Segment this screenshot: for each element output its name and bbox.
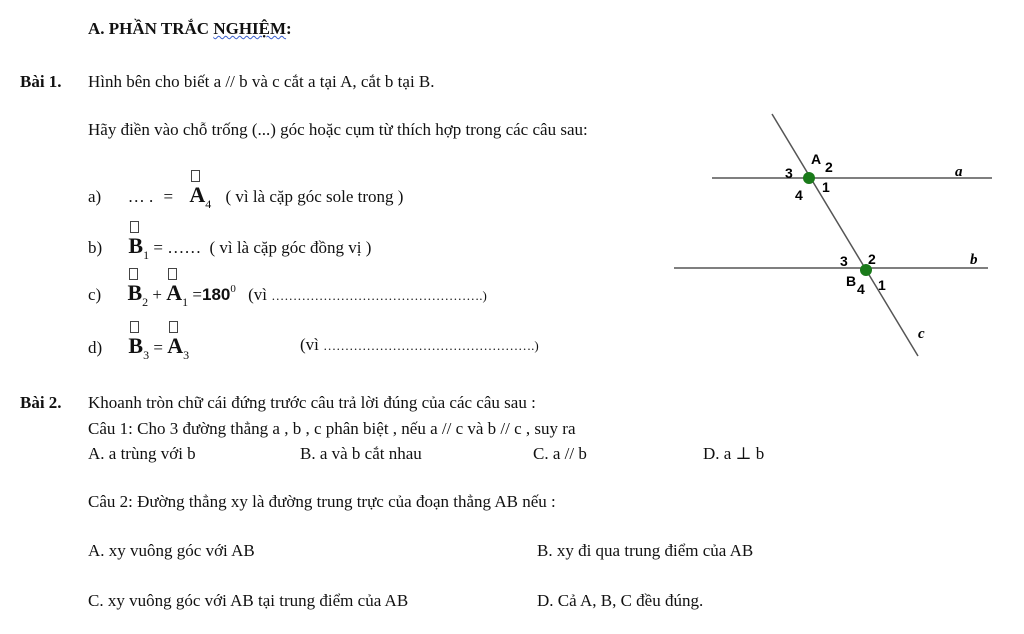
item-c-angle-b: $B_2$ bbox=[127, 280, 148, 305]
item-d-angle-b: $B_3$ bbox=[128, 333, 149, 358]
section-title-prefix: A. PHẦN TRẮC bbox=[88, 19, 214, 38]
bai2-text: Khoanh tròn chữ cái đứng trước câu trả lời đúng của các câu sau : bbox=[88, 393, 536, 412]
section-title-colon: : bbox=[286, 19, 292, 38]
q1-text: Câu 1: Cho 3 đường thẳng a , b , c phân biệt , nếu a // c và b // c , suy ra bbox=[88, 419, 576, 438]
q2-text: Câu 2: Đường thẳng xy là đường trung trực của đoạn thẳng AB nếu : bbox=[88, 492, 556, 511]
label-line-c: c bbox=[918, 326, 925, 342]
item-c bbox=[88, 280, 487, 310]
item-a-blank: … . bbox=[127, 187, 154, 206]
item-a bbox=[88, 182, 403, 212]
q2-option-b: B. xy đi qua trung điểm của AB bbox=[537, 541, 754, 560]
q2-option-a: A. xy vuông góc với AB bbox=[88, 541, 255, 560]
a-angle-4: 4 bbox=[795, 187, 803, 203]
b-angle-2: 2 bbox=[868, 251, 876, 267]
item-b-blank: …… bbox=[167, 238, 202, 257]
b-angle-1: 1 bbox=[878, 277, 886, 293]
line-c bbox=[772, 114, 918, 356]
bai1-text: Hình bên cho biết a // b và c cắt a tại A, cắt b tại B. bbox=[88, 72, 435, 91]
bai1-instruction: Hãy điền vào chỗ trống (...) góc hoặc cụm từ thích hợp trong các câu sau: bbox=[88, 120, 588, 139]
item-a-letter: a) bbox=[88, 187, 102, 206]
q1-option-b: B. a và b cắt nhau bbox=[300, 444, 422, 463]
item-b-reason: ( vì là cặp góc đồng vị ) bbox=[209, 238, 372, 257]
item-b-angle: $B_1$ bbox=[128, 233, 149, 258]
q1-option-c: C. a // b bbox=[533, 444, 587, 463]
q2-option-d: D. Cả A, B, C đều đúng. bbox=[537, 591, 704, 610]
item-d-letter: d) bbox=[88, 338, 103, 357]
item-b-eq: = bbox=[153, 238, 163, 257]
item-c-angle-a: $A_1$ bbox=[166, 280, 188, 305]
item-a-eq: = bbox=[163, 187, 174, 206]
geometry-figure bbox=[670, 100, 1000, 370]
item-b-letter: b) bbox=[88, 238, 103, 257]
item-c-reason-blank: ………………………………………….) bbox=[271, 288, 487, 303]
label-point-a: A bbox=[811, 151, 822, 167]
item-d-reason-blank: ………………………………………….) bbox=[323, 338, 539, 353]
bai1-label: Bài 1. bbox=[20, 72, 62, 91]
b-angle-3: 3 bbox=[840, 253, 848, 269]
b-angle-4: 4 bbox=[857, 281, 865, 297]
item-d-reason bbox=[300, 335, 539, 355]
section-title bbox=[88, 19, 292, 39]
q1-option-d: D. a ⊥ b bbox=[703, 444, 765, 463]
q2-option-c: C. xy vuông góc với AB tại trung điểm của AB bbox=[88, 591, 409, 610]
item-d-reason-prefix: (vì bbox=[300, 335, 319, 354]
a-angle-1: 1 bbox=[822, 179, 830, 195]
item-c-value: 180 bbox=[201, 285, 231, 304]
item-a-angle: $A_4$ bbox=[189, 182, 211, 207]
label-line-a: a bbox=[955, 164, 963, 180]
item-a-reason: ( vì là cặp góc sole trong ) bbox=[225, 187, 404, 206]
item-d-angle-a: $A_3$ bbox=[167, 333, 189, 358]
q1-option-a: A. a trùng với b bbox=[88, 444, 196, 463]
item-c-plus: + bbox=[152, 285, 162, 304]
section-title-word: NGHIỆM bbox=[213, 19, 287, 38]
bai2-label: Bài 2. bbox=[20, 393, 62, 412]
item-c-reason-prefix: (vì bbox=[248, 285, 267, 304]
label-line-b: b bbox=[970, 252, 978, 268]
item-d bbox=[88, 333, 189, 363]
label-point-b: B bbox=[846, 273, 857, 289]
item-d-eq: = bbox=[153, 338, 163, 357]
item-c-degree: 0 bbox=[230, 283, 236, 295]
item-b bbox=[88, 233, 371, 263]
a-angle-2: 2 bbox=[825, 159, 833, 175]
item-c-eq: = bbox=[192, 285, 202, 304]
item-c-letter: c) bbox=[88, 285, 102, 304]
a-angle-3: 3 bbox=[785, 165, 793, 181]
point-a bbox=[803, 172, 815, 184]
